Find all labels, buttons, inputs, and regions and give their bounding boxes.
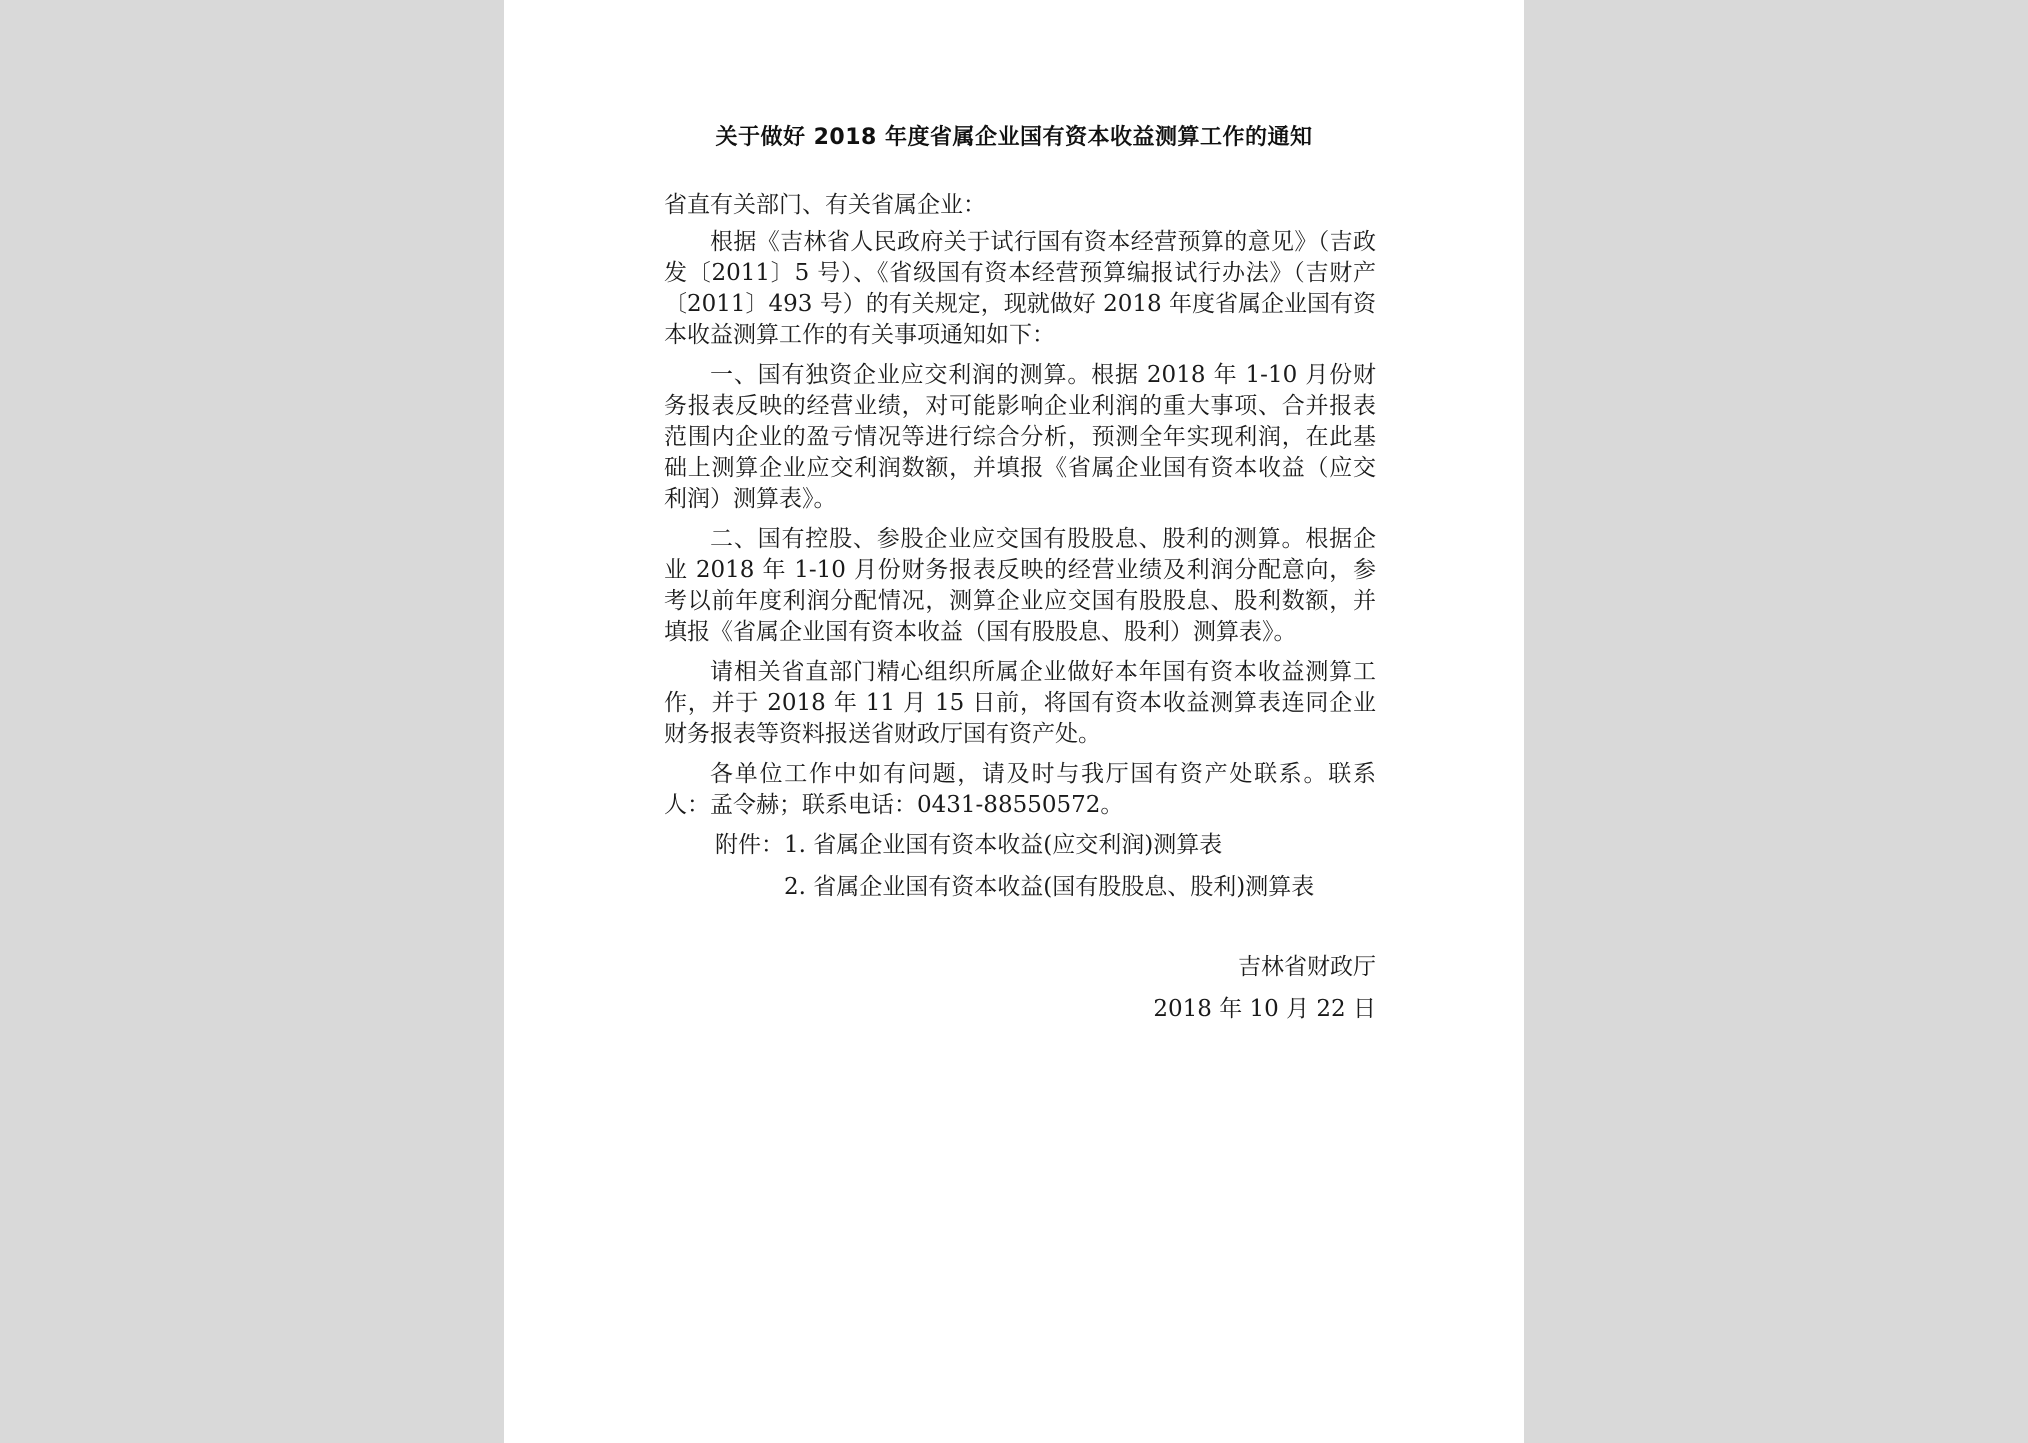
attachment-row-2 <box>664 872 1376 903</box>
attachment-label: 附件： <box>715 832 784 858</box>
paragraph-request: 请相关省直部门精心组织所属企业做好本年国有资本收益测算工作，并于 2018 年 11 月 15 日前，将国有资本收益测算表连同企业财务报表等资料报送省财政厅国有资产处。 <box>664 659 1376 747</box>
signature-block <box>1153 946 1376 1030</box>
paragraph-item-two: 二、国有控股、参股企业应交国有股股息、股利的测算。根据企业 2018 年 1-10 月份财务报表反映的经营业绩及利润分配意向，参考以前年度利润分配情况，测算企业应交国有股股息、股利数额，并填报《省属企业国有资本收益（国有股股息、股利）测算表》。 <box>664 526 1376 645</box>
paragraph-item-one: 一、国有独资企业应交利润的测算。根据 2018 年 1-10 月份财务报表反映的经营业绩，对可能影响企业利润的重大事项、合并报表范围内企业的盈亏情况等进行综合分析，预测全年实现利润，在此基础上测算企业应交利润数额，并填报《省属企业国有资本收益（应交利润）测算表》。 <box>664 362 1376 512</box>
issuing-organization: 吉林省财政厅 <box>1238 954 1376 980</box>
document-title: 关于做好 2018 年度省属企业国有资本收益测算工作的通知 <box>715 125 1313 150</box>
attachment-item: 1. 省属企业国有资本收益(应交利润)测算表 <box>784 832 1223 858</box>
document-body <box>664 190 1376 914</box>
salutation: 省直有关部门、有关省属企业： <box>664 192 986 218</box>
attachment-item: 2. 省属企业国有资本收益(国有股股息、股利)测算表 <box>784 874 1315 900</box>
issue-date: 2018 年 10 月 22 日 <box>1153 996 1376 1022</box>
attachment-row-1 <box>664 830 1376 861</box>
paragraph-contact: 各单位工作中如有问题，请及时与我厅国有资产处联系。联系人：孟令赫；联系电话：0431-88550572。 <box>664 761 1376 818</box>
document-page <box>504 0 1524 1443</box>
paragraph-basis: 根据《吉林省人民政府关于试行国有资本经营预算的意见》（吉政发〔2011〕5 号）、《省级国有资本经营预算编报试行办法》（吉财产〔2011〕493 号）的有关规定，现就做好 2018 年度省属企业国有资本收益测算工作的有关事项通知如下： <box>664 229 1376 348</box>
